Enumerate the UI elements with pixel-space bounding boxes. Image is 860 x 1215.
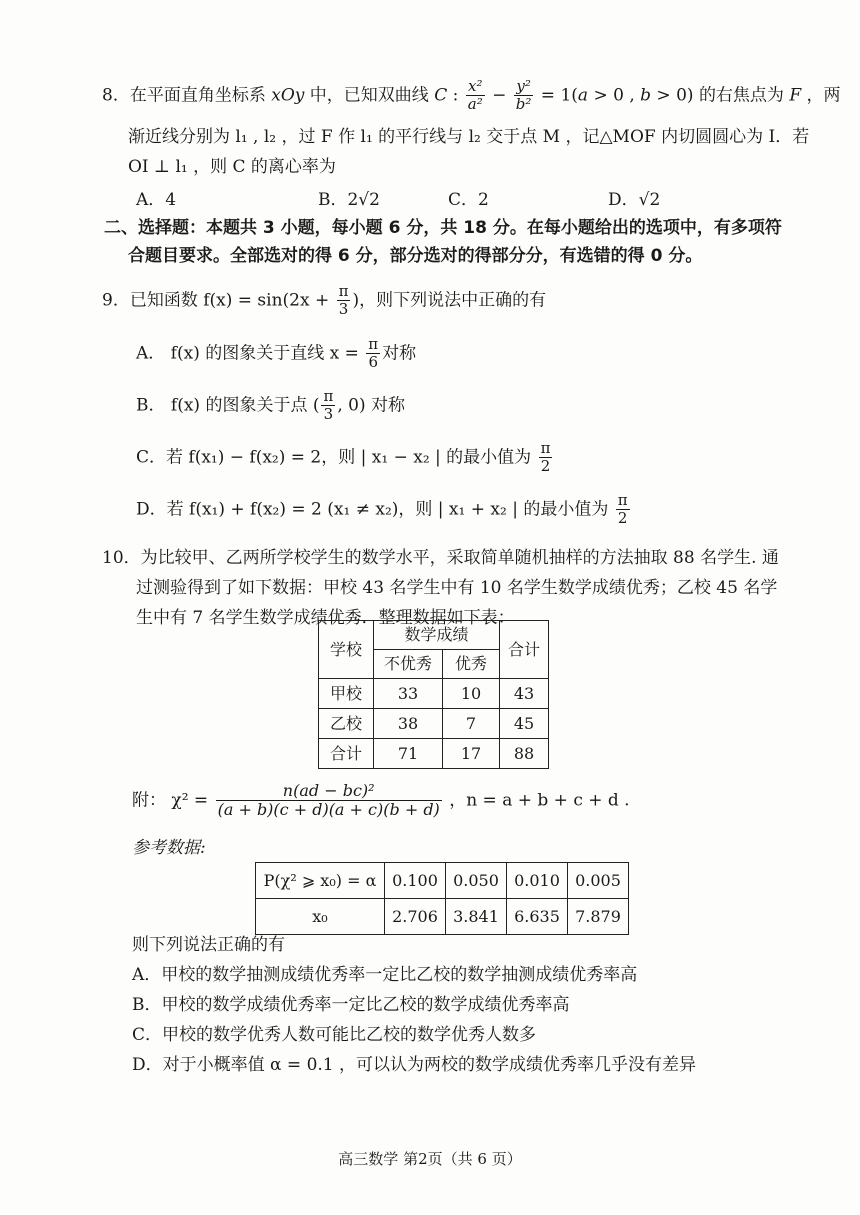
ref-row1-label: P(χ² ⩾ x₀) = α <box>256 863 385 899</box>
cell: 0.100 <box>385 863 446 899</box>
th-excellent: 优秀 <box>443 650 500 679</box>
cell: 10 <box>443 679 500 709</box>
q10-stem-line1: 10．为比较甲、乙两所学校学生的数学水平，采取简单随机抽样的方法抽取 88 名学生. 通 <box>102 548 779 568</box>
cell: 3.841 <box>446 899 507 935</box>
cell: 45 <box>500 709 549 739</box>
cell: 88 <box>500 739 549 769</box>
contingency-table <box>318 620 549 769</box>
q10-option-a: A．甲校的数学抽测成绩优秀率一定比乙校的数学抽测成绩优秀率高 <box>132 965 638 985</box>
q10-stem-line2: 过测验得到了如下数据：甲校 43 名学生中有 10 名学生数学成绩优秀；乙校 45 名学 <box>136 578 778 598</box>
q8-option-a: A．4 <box>136 190 177 210</box>
q9-option-c: C．若 f(x₁) − f(x₂) = 2，则 | x₁ − x₂ | 的最小值为 $\frac{\pi}{2}$ <box>136 439 551 476</box>
section2-heading-line2: 合题目要求。全部选对的得 6 分，部分选对的得部分分，有选错的得 0 分。 <box>128 246 703 266</box>
q8-stem-line1: 8．在平面直角坐标系 xOy 中，已知双曲线 C : $\frac{\text{x²}}{\text{a²}}$ − $\frac{\text{y²}}{\text{b²}}$ = 1(a > 0 , b > 0) 的右焦点为 F ，两 <box>102 77 841 114</box>
cell: 2.706 <box>385 899 446 935</box>
th-score: 数学成绩 <box>374 621 500 650</box>
th-total: 合计 <box>500 621 549 679</box>
cell: 0.010 <box>507 863 568 899</box>
cell: 乙校 <box>319 709 374 739</box>
q8-option-d: D．√2 <box>608 190 661 210</box>
q10-option-c: C．甲校的数学优秀人数可能比乙校的数学优秀人数多 <box>132 1025 537 1045</box>
cell: 合计 <box>319 739 374 769</box>
cell: 71 <box>374 739 443 769</box>
cell: 7 <box>443 709 500 739</box>
q10-stem-line3: 生中有 7 名学生数学成绩优秀．整理数据如下表： <box>136 608 515 628</box>
table-row <box>256 899 629 935</box>
cell: 38 <box>374 709 443 739</box>
q9-option-b: B． f(x) 的图象关于点 ( $\frac{\pi}{3}$ , 0) 对称 <box>136 387 406 424</box>
cell: 6.635 <box>507 899 568 935</box>
section2-heading-line1: 二、选择题：本题共 3 小题，每小题 6 分，共 18 分。在每小题给出的选项中，有多项符 <box>104 218 782 238</box>
table-row <box>319 739 549 769</box>
q10-option-d: D．对于小概率值 α = 0.1 ，可以认为两校的数学成绩优秀率几乎没有差异 <box>132 1055 697 1075</box>
page-footer: 高三数学 第2页（共 6 页） <box>338 1150 522 1168</box>
table-row <box>256 863 629 899</box>
q8-option-c: C．2 <box>448 190 489 210</box>
th-school: 学校 <box>319 621 374 679</box>
cell: 43 <box>500 679 549 709</box>
q8-stem-line2: 渐近线分别为 l₁ , l₂ ，过 F 作 l₁ 的平行线与 l₂ 交于点 M ，记△MOF 内切圆圆心为 I．若 <box>128 127 810 147</box>
q9-option-a: A． f(x) 的图象关于直线 x = $\frac{\pi}{6}$ 对称 <box>136 335 417 372</box>
reference-data-label: 参考数据: <box>132 838 206 858</box>
reference-table <box>255 862 629 935</box>
cell: 0.050 <box>446 863 507 899</box>
chi-square-formula: 附： χ² = $\frac{\text{n(ad − bc)²}}{(a + b)(c + d)(a + c)(b + d)}$ ，n = a + b + c + d . <box>132 781 630 820</box>
cell: 甲校 <box>319 679 374 709</box>
cell: 0.005 <box>568 863 629 899</box>
q8-option-b: B．2√2 <box>318 190 380 210</box>
table-row <box>319 709 549 739</box>
q9-option-d: D．若 f(x₁) + f(x₂) = 2 (x₁ ≠ x₂)，则 | x₁ + x₂ | 的最小值为 $\frac{\pi}{2}$ <box>136 491 628 528</box>
cell: 33 <box>374 679 443 709</box>
q10-ask: 则下列说法正确的有 <box>132 935 285 955</box>
cell: 7.879 <box>568 899 629 935</box>
ref-row2-label: x₀ <box>256 899 385 935</box>
q10-option-b: B．甲校的数学成绩优秀率一定比乙校的数学成绩优秀率高 <box>132 995 570 1015</box>
th-not-excellent: 不优秀 <box>374 650 443 679</box>
cell: 17 <box>443 739 500 769</box>
q8-stem-line3: OI ⊥ l₁ ，则 C 的离心率为 <box>128 157 336 177</box>
table-row <box>319 679 549 709</box>
q9-stem: 9．已知函数 f(x) = sin(2x + $\frac{\pi}{3}$ )，则下列说法中正确的有 <box>102 282 547 319</box>
